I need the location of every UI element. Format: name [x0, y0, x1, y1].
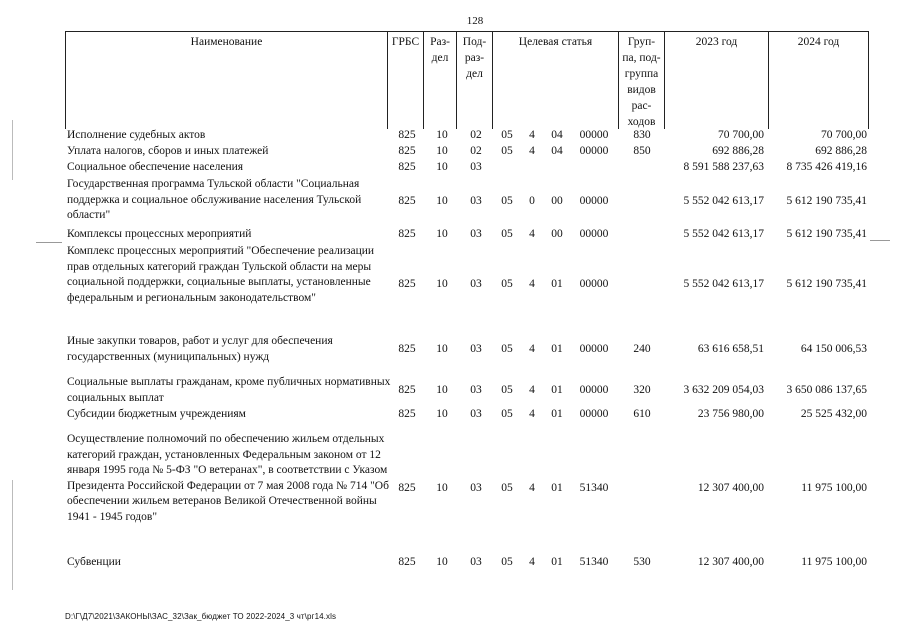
row-group: 530 [633, 556, 651, 568]
header-group-line: группа [624, 68, 659, 80]
row-target-4: 00000 [579, 145, 609, 157]
row-2023: 70 700,00 [718, 129, 764, 141]
header-group-line: ходов [627, 116, 656, 128]
row-target-2: 4 [529, 482, 535, 494]
row-2023: 3 632 209 054,03 [683, 384, 764, 396]
row-target-1: 05 [501, 129, 513, 141]
row-target-3: 01 [551, 556, 563, 568]
row-2023: 23 756 980,00 [697, 408, 764, 420]
row-target-3: 04 [551, 129, 563, 141]
row-name: Государственная программа Тульской области "Социальная поддержка и социальное обслуживание населения Тульской области" [67, 178, 362, 221]
header-razdel [423, 31, 456, 129]
header-target-label: Целевая статья [518, 36, 593, 48]
row-2023: 8 591 588 237,63 [683, 161, 764, 173]
row-target-3: 01 [551, 278, 563, 290]
header-podrazdel-line: дел [466, 68, 483, 80]
row-2023: 5 552 042 613,17 [683, 228, 764, 240]
header-podrazdel [456, 31, 492, 129]
scan-margin-line [12, 120, 13, 180]
row-podrazdel: 03 [470, 384, 482, 396]
row-2024: 5 612 190 735,41 [786, 278, 867, 290]
row-target-2: 4 [529, 129, 535, 141]
row-name: Социальные выплаты гражданам, кроме публичных нормативных социальных выплат [67, 376, 391, 404]
row-target-4: 51340 [579, 556, 609, 568]
header-2023-label: 2023 год [695, 36, 738, 48]
row-target-2: 4 [529, 556, 535, 568]
row-target-1: 05 [501, 145, 513, 157]
header-grbs-label: ГРБС [391, 36, 420, 48]
row-target-1: 05 [501, 278, 513, 290]
row-2023: 63 616 658,51 [697, 343, 764, 355]
header-group [618, 31, 664, 129]
row-razdel: 10 [436, 195, 448, 207]
header-2024 [768, 31, 869, 129]
header-group-line: па, под- [622, 52, 661, 64]
row-target-2: 4 [529, 408, 535, 420]
row-podrazdel: 03 [470, 161, 482, 173]
row-2024: 5 612 190 735,41 [786, 228, 867, 240]
row-grbs: 825 [398, 278, 416, 290]
row-podrazdel: 03 [470, 482, 482, 494]
row-name: Уплата налогов, сборов и иных платежей [67, 145, 269, 157]
row-grbs: 825 [398, 161, 416, 173]
row-name: Осуществление полномочий по обеспечению жильем отдельных категорий граждан, установленных Федеральным законом от 12 января 1995 года № 5-ФЗ "О ветеранах", в соответствии с Указом Президента Российской Федерации от 7 мая 2008 года № 714 "Об обеспечении жильем ветеранов Великой Отечественной войны 1941 - 1945 годов" [67, 433, 389, 523]
row-razdel: 10 [436, 228, 448, 240]
row-target-4: 00000 [579, 408, 609, 420]
row-target-3: 04 [551, 145, 563, 157]
row-grbs: 825 [398, 343, 416, 355]
row-grbs: 825 [398, 129, 416, 141]
row-2024: 25 525 432,00 [800, 408, 867, 420]
row-target-2: 4 [529, 384, 535, 396]
row-podrazdel: 02 [470, 129, 482, 141]
row-podrazdel: 03 [470, 408, 482, 420]
row-target-2: 0 [529, 195, 535, 207]
row-razdel: 10 [436, 161, 448, 173]
row-grbs: 825 [398, 556, 416, 568]
row-target-3: 00 [551, 228, 563, 240]
row-name: Субсидии бюджетным учреждениям [67, 408, 246, 420]
header-razdel-line: Раз- [430, 36, 450, 48]
row-podrazdel: 03 [470, 556, 482, 568]
row-podrazdel: 03 [470, 278, 482, 290]
row-2023: 5 552 042 613,17 [683, 195, 764, 207]
page-number: 128 [466, 15, 484, 27]
row-target-4: 51340 [579, 482, 609, 494]
row-name: Комплекс процессных мероприятий "Обеспечение реализации прав отдельных категорий граждан Тульской области на меры социальной поддержки, социальные выплаты, установленные федеральным и региональным законодательством" [67, 245, 375, 304]
row-target-1: 05 [501, 408, 513, 420]
row-name: Субвенции [67, 556, 121, 568]
row-grbs: 825 [398, 408, 416, 420]
scan-dash [870, 240, 890, 241]
row-target-4: 00000 [579, 195, 609, 207]
header-razdel-line: дел [431, 52, 449, 64]
row-2023: 12 307 400,00 [697, 556, 764, 568]
row-target-3: 01 [551, 408, 563, 420]
row-group: 240 [633, 343, 651, 355]
row-razdel: 10 [436, 556, 448, 568]
row-target-2: 4 [529, 145, 535, 157]
row-razdel: 10 [436, 384, 448, 396]
row-2024: 11 975 100,00 [801, 556, 867, 568]
footer-file-path: D:\Г\Д7\2021\ЗАКОНЫ\ЗАС_32\Зак_бюджет ТО 2022-2024_3 чт\рг14.xls [65, 612, 337, 621]
row-target-4: 00000 [579, 384, 609, 396]
scan-margin-line [12, 480, 13, 590]
row-group: 610 [633, 408, 651, 420]
row-grbs: 825 [398, 195, 416, 207]
row-name: Комплексы процессных мероприятий [67, 228, 252, 240]
row-target-3: 00 [551, 195, 563, 207]
row-2023: 692 886,28 [712, 145, 764, 157]
row-target-1: 05 [501, 228, 513, 240]
header-group-line: рас- [631, 100, 652, 112]
row-target-2: 4 [529, 228, 535, 240]
header-podrazdel-line: раз- [464, 52, 485, 64]
row-2024: 64 150 006,53 [800, 343, 867, 355]
row-razdel: 10 [436, 145, 448, 157]
row-target-2: 4 [529, 278, 535, 290]
row-target-4: 00000 [579, 278, 609, 290]
scan-dash [36, 242, 62, 243]
row-2024: 8 735 426 419,16 [786, 161, 867, 173]
row-target-1: 05 [501, 556, 513, 568]
row-razdel: 10 [436, 129, 448, 141]
header-name [65, 31, 387, 129]
row-grbs: 825 [398, 145, 416, 157]
row-target-1: 05 [501, 343, 513, 355]
row-2024: 5 612 190 735,41 [786, 195, 867, 207]
header-grbs [387, 31, 423, 129]
row-2024: 692 886,28 [815, 145, 867, 157]
row-grbs: 825 [398, 384, 416, 396]
row-target-1: 05 [501, 384, 513, 396]
row-group: 320 [633, 384, 651, 396]
row-podrazdel: 03 [470, 228, 482, 240]
row-2024: 70 700,00 [821, 129, 867, 141]
row-target-4: 00000 [579, 228, 609, 240]
header-2024-label: 2024 год [797, 36, 840, 48]
row-group: 850 [633, 145, 651, 157]
row-target-1: 05 [501, 482, 513, 494]
header-2023 [664, 31, 768, 129]
row-target-4: 00000 [579, 343, 609, 355]
row-grbs: 825 [398, 228, 416, 240]
header-group-line: Груп- [627, 36, 656, 48]
header-podrazdel-line: Под- [462, 36, 487, 48]
row-grbs: 825 [398, 482, 416, 494]
row-name: Иные закупки товаров, работ и услуг для обеспечения государственных (муниципальных) нужд [67, 335, 333, 363]
row-target-4: 00000 [579, 129, 609, 141]
row-target-1: 05 [501, 195, 513, 207]
row-group: 830 [633, 129, 651, 141]
row-2024: 11 975 100,00 [801, 482, 867, 494]
row-razdel: 10 [436, 343, 448, 355]
row-target-3: 01 [551, 384, 563, 396]
row-2024: 3 650 086 137,65 [786, 384, 867, 396]
row-podrazdel: 03 [470, 343, 482, 355]
row-target-3: 01 [551, 482, 563, 494]
row-name: Исполнение судебных актов [67, 129, 206, 141]
header-group-line: видов [627, 84, 656, 96]
row-razdel: 10 [436, 408, 448, 420]
row-podrazdel: 02 [470, 145, 482, 157]
header-target [492, 31, 618, 129]
row-target-3: 01 [551, 343, 563, 355]
row-razdel: 10 [436, 482, 448, 494]
row-podrazdel: 03 [470, 195, 482, 207]
row-2023: 12 307 400,00 [697, 482, 764, 494]
row-target-2: 4 [529, 343, 535, 355]
row-2023: 5 552 042 613,17 [683, 278, 764, 290]
row-razdel: 10 [436, 278, 448, 290]
header-name-label: Наименование [190, 36, 263, 48]
row-name: Социальное обеспечение населения [67, 161, 244, 173]
